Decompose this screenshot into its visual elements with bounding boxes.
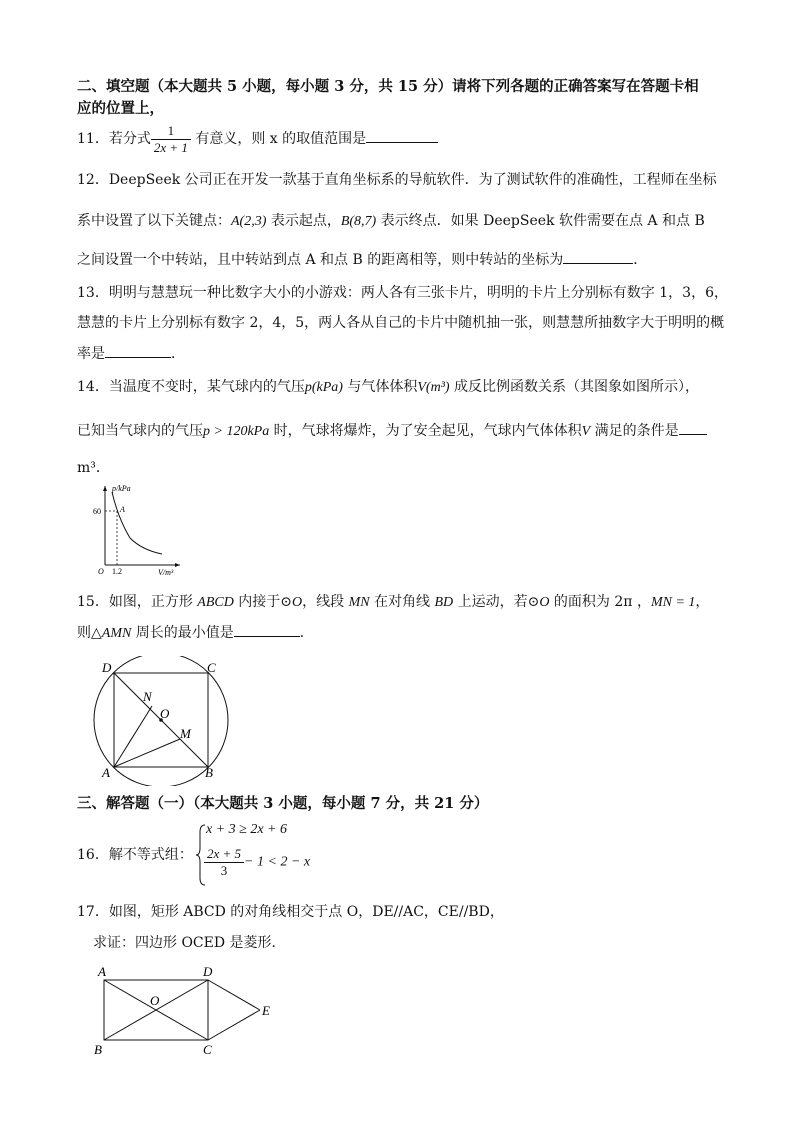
q14-text-b: 与气体体积 [342, 379, 418, 395]
q14-text-a: 14．当温度不变时，某气球内的气压 [77, 379, 305, 395]
q11-fraction-numerator: 1 [151, 123, 191, 140]
q13-line3-text: 率是 [77, 346, 105, 362]
q15-circle-o2: O [539, 595, 550, 610]
q12-line2-text-a: 系中设置了以下关键点： [77, 213, 231, 229]
section3-heading: 三、解答题（一）（本大题共 3 小题，每小题 7 分，共 21 分） [77, 795, 489, 812]
q15-text-e: 上运动，若⊙ [453, 594, 540, 610]
segment-de [208, 980, 260, 1010]
inequality-2 [204, 846, 310, 879]
q15-text-f: 的面积为 2π ， [549, 594, 651, 610]
q17-line2: 求证：四边形 OCED 是菱形． [93, 935, 286, 951]
q15-segment-mn: MN [348, 595, 370, 610]
q13-answer-blank [105, 343, 171, 358]
q14-volume-unit: V(m³) [417, 380, 450, 395]
q12-line2-text-b: 表示起点， [266, 213, 341, 229]
q11-number: 11．若分式 [77, 131, 151, 147]
q15-line2 [77, 622, 314, 644]
q15-text-g: ， [695, 594, 710, 610]
label-m: M [180, 726, 191, 741]
label-a: A [98, 964, 106, 979]
q12-line2 [77, 211, 705, 232]
q14-text-f: 满足的条件是 [590, 423, 679, 439]
inequality-2-numerator: 2x + 5 [204, 846, 244, 863]
q15-text-h: 则△ [77, 625, 102, 641]
label-b: B [205, 765, 213, 780]
inequality-2-fraction [204, 846, 244, 879]
q12-line3 [77, 249, 647, 270]
graph-point-a: A [120, 505, 125, 514]
q14-pressure-volume-graph [90, 480, 190, 580]
q14-line2 [77, 420, 707, 442]
label-n: N [143, 689, 152, 704]
label-c: C [203, 1042, 212, 1057]
q15-line1 [77, 592, 709, 613]
q15-text-a: 15．如图，正方形 [77, 594, 198, 610]
q12-answer-blank [563, 249, 633, 264]
q15-text-i: 周长的最小值是 [131, 625, 234, 641]
q15-text-d: 在对角线 [369, 594, 435, 610]
q12-point-b: B(8,7) [340, 214, 377, 229]
graph-ylabel: p/kPa [112, 484, 131, 493]
q15-circle-o1: O [292, 595, 303, 610]
q17-line1: 17．如图，矩形 ABCD 的对角线相交于点 O，DE//AC，CE//BD， [77, 904, 504, 920]
label-d: D [102, 660, 112, 675]
q11-fraction [151, 123, 191, 156]
x-axis-arrow [175, 563, 180, 567]
graph-xlabel: V/m³ [158, 568, 174, 577]
q12-line3-text: 之间设置一个中转站，且中转站到点 A 和点 B 的距离相等，则中转站的坐标为 [77, 252, 564, 268]
q15-square-circle-figure [88, 656, 238, 786]
q12-line3-end: ． [633, 252, 648, 268]
label-d: D [203, 964, 213, 979]
q12-point-a: A(2,3) [231, 214, 267, 229]
q14-line3: m³． [77, 460, 110, 476]
q15-mn-equation: MN = 1 [650, 595, 696, 610]
graph-xtick: 1.2 [112, 567, 122, 576]
q14-line1 [77, 377, 699, 398]
section2-heading-line2: 应的位置上， [77, 100, 164, 117]
inverse-curve [112, 492, 162, 554]
q15-diagonal-bd: BD [434, 595, 454, 610]
section2-heading-line1: 二、填空题（本大题共 5 小题，每小题 3 分，共 15 分）请将下列各题的正确答案写在答题卡相 [77, 78, 699, 95]
q11-text: 有意义，则 x 的取值范围是 [190, 131, 367, 147]
inequality-2-tail: − 1 < 2 − x [244, 854, 311, 870]
q11-fraction-denominator: 2x + 1 [153, 139, 188, 155]
label-a: A [102, 765, 110, 780]
question-11 [77, 122, 438, 156]
q13-line2: 慧慧的卡片上分别标有数字 2，4，5，两人各从自己的卡片中随机抽一张，则慧慧所抽数字大于明明的概 [77, 315, 725, 331]
q14-text-d: 已知当气球内的气压 [77, 423, 203, 439]
segment-ce [208, 1010, 260, 1040]
q15-text-c: ，线段 [302, 594, 349, 610]
q15-line2-end: ． [299, 625, 314, 641]
label-o: O [150, 993, 160, 1008]
q14-pressure-unit: p(kPa) [304, 380, 343, 395]
label-b: B [94, 1042, 102, 1057]
q13-line1: 13．明明与慧慧玩一种比数字大小的小游戏：两人各有三张卡片，明明的卡片上分别标有数字 1，3，6， [77, 285, 728, 301]
graph-ytick: 60 [93, 507, 101, 516]
q12-line2-text-c: 表示终点．如果 DeepSeek 软件需要在点 A 和点 B [376, 213, 705, 229]
label-o: O [160, 706, 170, 721]
q15-answer-blank [234, 622, 300, 637]
q14-answer-blank [679, 420, 707, 435]
q14-volume-var: V [581, 424, 591, 439]
q12-line1: 12．DeepSeek 公司正在开发一款基于直角坐标系的导航软件．为了测试软件的准确性，工程师在坐标 [77, 172, 717, 188]
label-e: E [262, 1003, 270, 1018]
inequality-1: x + 3 ≥ 2x + 6 [206, 822, 288, 837]
q14-text-e: 时，气球将爆炸，为了安全起见，气球内气体体积 [269, 423, 582, 439]
y-axis-arrow [103, 486, 107, 491]
q15-square-name: ABCD [197, 595, 234, 610]
q11-answer-blank [366, 128, 438, 143]
segment-am [114, 739, 180, 767]
q16-label: 16．解不等式组： [77, 847, 193, 863]
graph-origin: O [98, 567, 104, 576]
q15-text-b: 内接于⊙ [233, 594, 293, 610]
q13-line3-end: ． [171, 346, 185, 362]
inequality-2-denominator: 3 [220, 863, 228, 878]
q14-text-c: 成反比例函数关系（其图象如图所示）， [449, 379, 700, 395]
q17-rectangle-rhombus-figure [90, 962, 280, 1062]
q15-triangle-amn: AMN [101, 626, 132, 641]
segment-an [114, 706, 152, 767]
q14-condition: p > 120kPa [203, 424, 270, 439]
q13-line3 [77, 343, 185, 364]
label-c: C [207, 660, 216, 675]
